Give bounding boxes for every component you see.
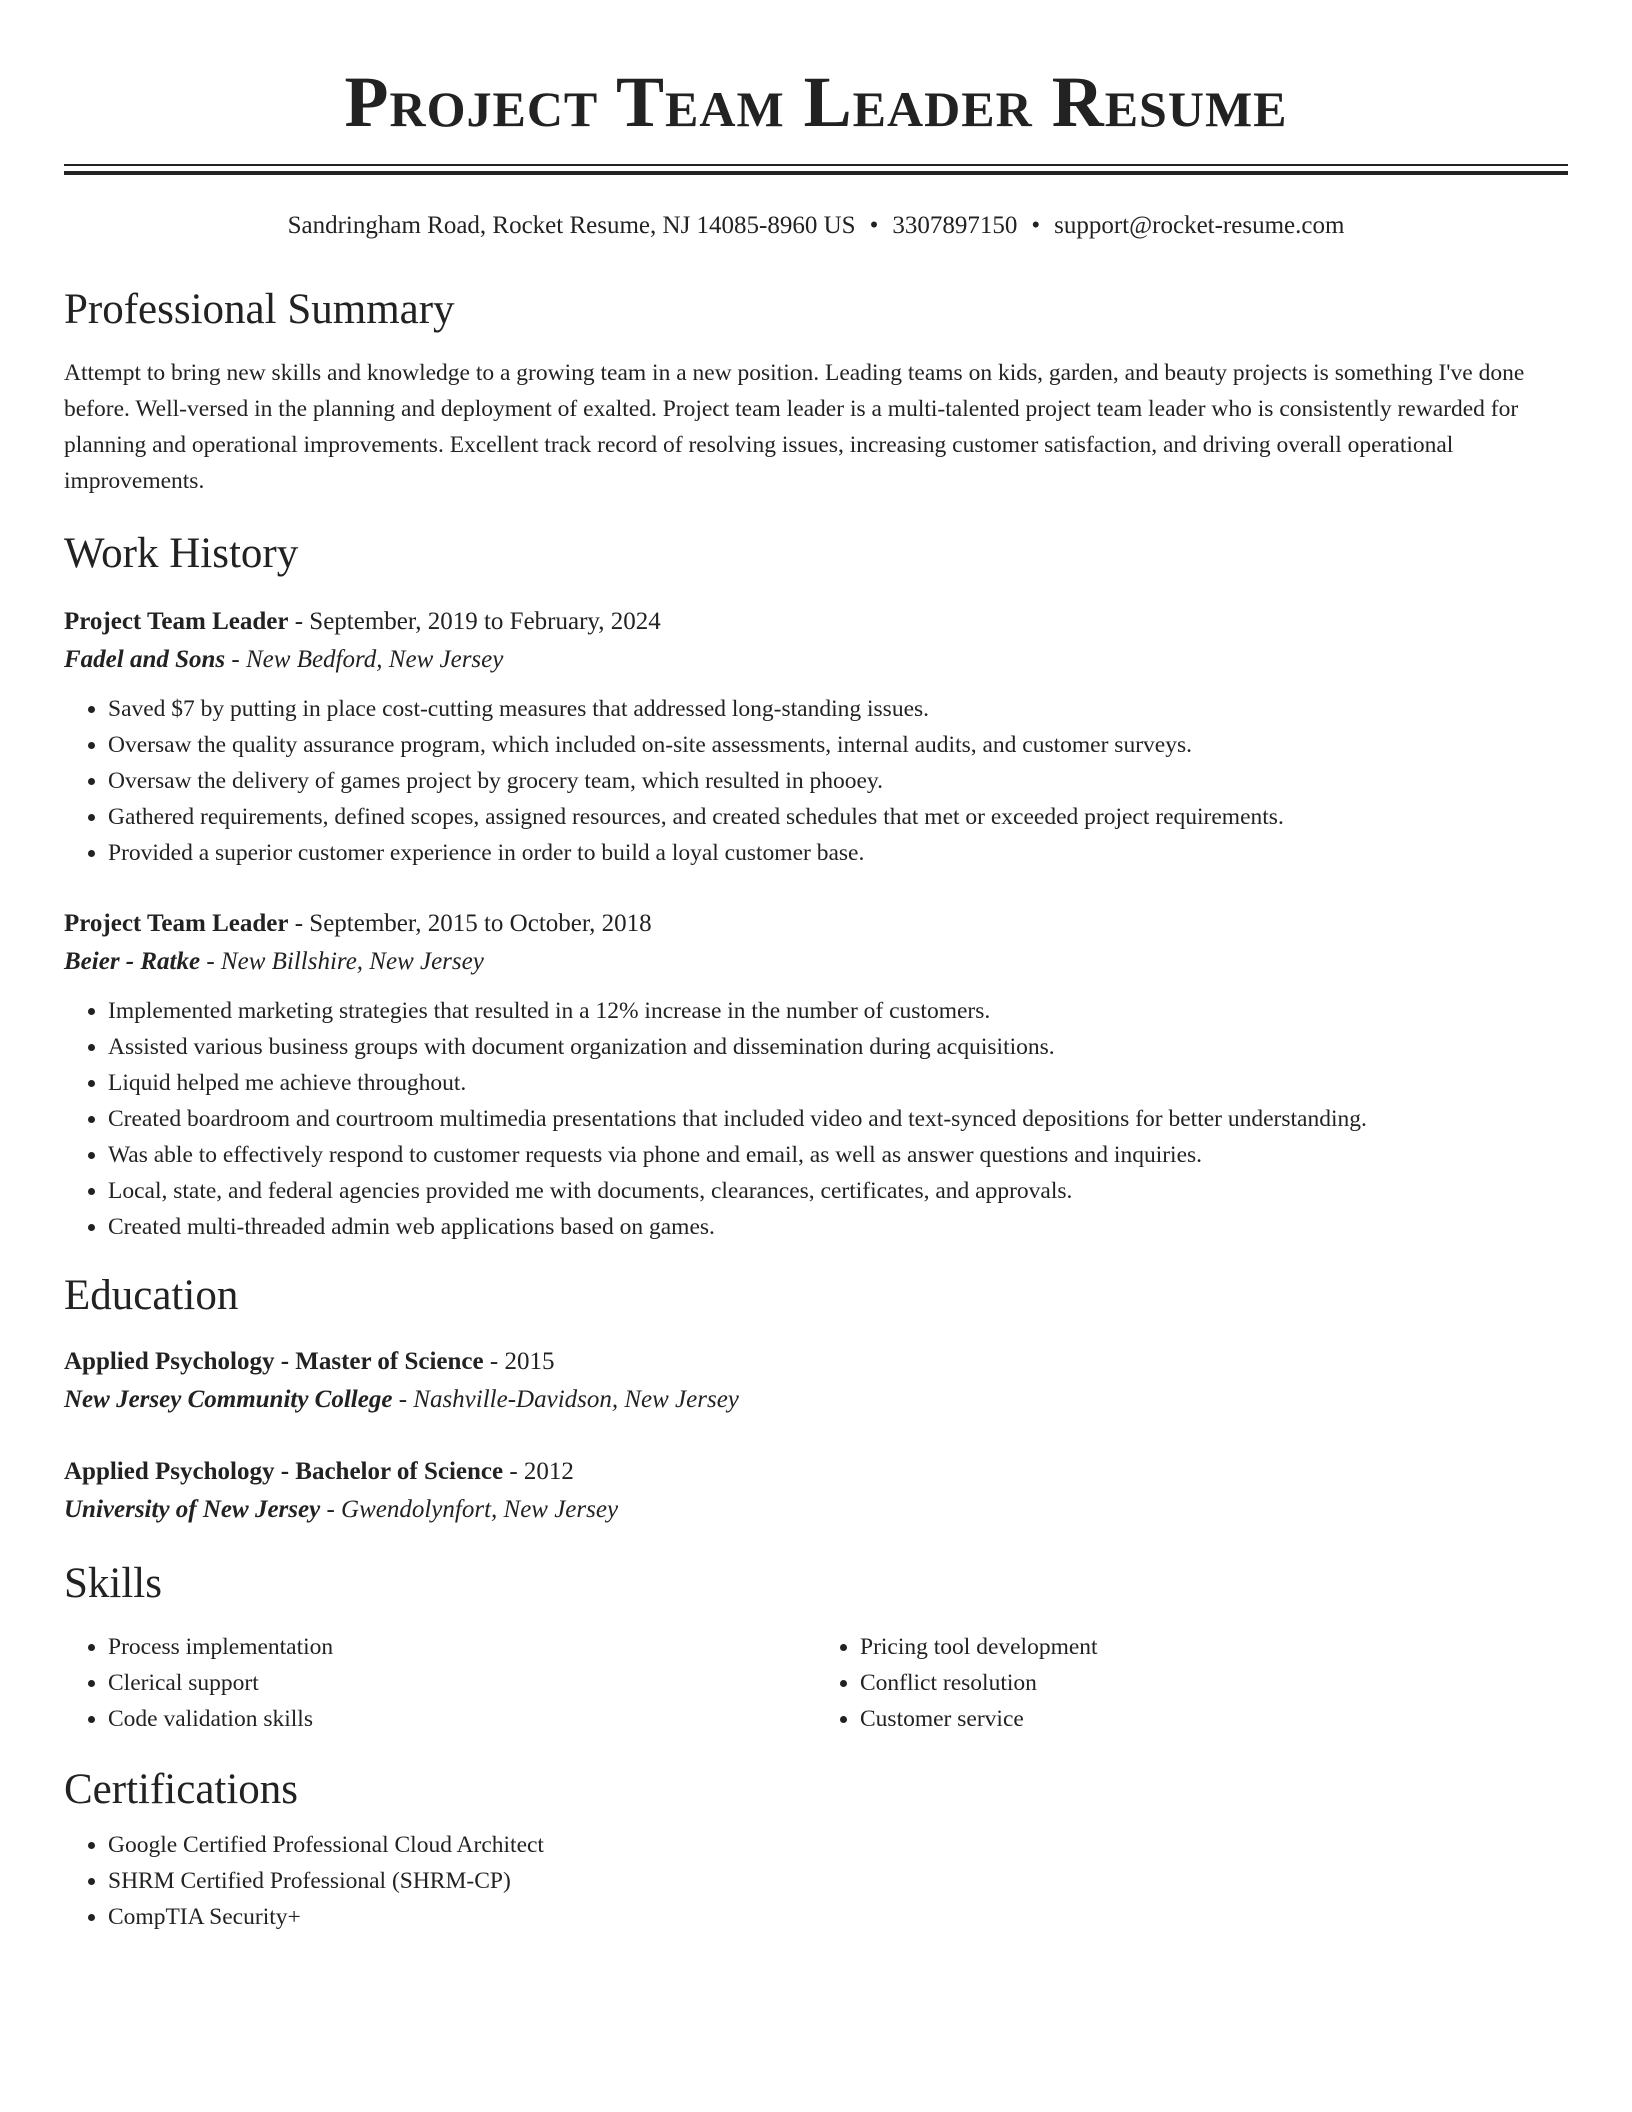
job-title: Project Team Leader	[64, 608, 289, 635]
job-entry	[64, 603, 1568, 871]
job-company: Fadel and Sons	[64, 646, 226, 673]
skill-item: • Customer service	[860, 1701, 1568, 1737]
school: University of New Jersey	[64, 1496, 321, 1523]
list-item: • Local, state, and federal agencies provided me with documents, clearances, certificates, and approvals.	[108, 1173, 1568, 1209]
degree: Applied Psychology - Bachelor of Science	[64, 1458, 504, 1485]
education-entry	[64, 1343, 1568, 1419]
job-title-line	[64, 905, 1568, 943]
job-title-line	[64, 603, 1568, 641]
list-item: • Created boardroom and courtroom multimedia presentations that included video and text-synced depositions for better understanding.	[108, 1101, 1568, 1137]
school-location: - Gwendolynfort, New Jersey	[320, 1496, 619, 1523]
list-item: • Liquid helped me achieve throughout.	[108, 1065, 1568, 1101]
skills-list-left	[64, 1629, 816, 1737]
contact-phone: 3307897150	[892, 212, 1018, 239]
degree-line	[64, 1453, 1568, 1491]
contact-address: Sandringham Road, Rocket Resume, NJ 14085-8960 US	[287, 212, 856, 239]
list-item: • Oversaw the delivery of games project by grocery team, which resulted in phooey.	[108, 763, 1568, 799]
title-divider-thin	[64, 164, 1568, 166]
school: New Jersey Community College	[64, 1386, 393, 1413]
job-title: Project Team Leader	[64, 910, 289, 937]
certification-item: • CompTIA Security+	[108, 1899, 1568, 1935]
list-item: • Was able to effectively respond to customer requests via phone and email, as well as answer questions and inquiries.	[108, 1137, 1568, 1173]
contact-email: support@rocket-resume.com	[1054, 212, 1345, 239]
summary-text: Attempt to bring new skills and knowledge to a growing team in a new position. Leading teams on kids, garden, and beauty projects is something I've done before. Well-versed in the planning and deployment of exalted. Project team leader is a multi-talented project team leader who is consistently rewarded for planning and operational improvements. Excellent track record of resolving issues, increasing customer satisfaction, and driving overall operational improvements.	[64, 360, 1525, 494]
skill-item: • Conflict resolution	[860, 1665, 1568, 1701]
resume-title: Project Team Leader Resume	[344, 62, 1288, 142]
school-line	[64, 1491, 1568, 1529]
list-item: • Provided a superior customer experience in order to build a loyal customer base.	[108, 835, 1568, 871]
work-history-heading: Work History	[64, 530, 299, 577]
skills-heading: Skills	[64, 1560, 162, 1607]
job-bullets	[64, 993, 1568, 1245]
list-item: • Created multi-threaded admin web applications based on games.	[108, 1209, 1568, 1245]
job-entry	[64, 905, 1568, 1245]
degree-year: - 2012	[503, 1458, 574, 1485]
job-dates: - September, 2015 to October, 2018	[288, 910, 652, 937]
degree-line	[64, 1343, 1568, 1381]
title-divider-thick	[64, 171, 1568, 175]
resume-page	[64, 0, 1568, 1935]
skill-item: • Code validation skills	[108, 1701, 816, 1737]
skill-item: • Process implementation	[108, 1629, 816, 1665]
contact-separator: •	[1031, 212, 1041, 239]
job-location: - New Billshire, New Jersey	[200, 948, 484, 975]
skill-item: • Pricing tool development	[860, 1629, 1568, 1665]
certification-item: • SHRM Certified Professional (SHRM-CP)	[108, 1863, 1568, 1899]
certification-item: • Google Certified Professional Cloud Architect	[108, 1827, 1568, 1863]
education-heading: Education	[64, 1272, 239, 1319]
education-entry	[64, 1453, 1568, 1529]
list-item: • Saved $7 by putting in place cost-cutting measures that addressed long-standing issues.	[108, 691, 1568, 727]
job-location: - New Bedford, New Jersey	[225, 646, 504, 673]
degree-year: - 2015	[483, 1348, 555, 1375]
job-dates: - September, 2019 to February, 2024	[288, 608, 661, 635]
degree: Applied Psychology - Master of Science	[64, 1348, 484, 1375]
list-item: • Assisted various business groups with document organization and dissemination during acquisitions.	[108, 1029, 1568, 1065]
summary-heading: Professional Summary	[64, 286, 455, 333]
job-company-line	[64, 641, 1568, 679]
contact-separator: •	[869, 212, 879, 239]
list-item: • Implemented marketing strategies that resulted in a 12% increase in the number of customers.	[108, 993, 1568, 1029]
certifications-heading: Certifications	[64, 1766, 299, 1813]
skills-list-right	[816, 1629, 1568, 1737]
skill-item: • Clerical support	[108, 1665, 816, 1701]
job-bullets	[64, 691, 1568, 871]
job-company: Beier - Ratke	[64, 948, 201, 975]
skills-columns	[64, 1629, 1568, 1737]
school-location: - Nashville-Davidson, New Jersey	[392, 1386, 739, 1413]
job-company-line	[64, 943, 1568, 981]
contact-line	[64, 211, 1568, 241]
certifications-list	[64, 1827, 1568, 1935]
school-line	[64, 1381, 1568, 1419]
list-item: • Gathered requirements, defined scopes, assigned resources, and created schedules that met or exceeded project requirements.	[108, 799, 1568, 835]
list-item: • Oversaw the quality assurance program, which included on-site assessments, internal audits, and customer surveys.	[108, 727, 1568, 763]
